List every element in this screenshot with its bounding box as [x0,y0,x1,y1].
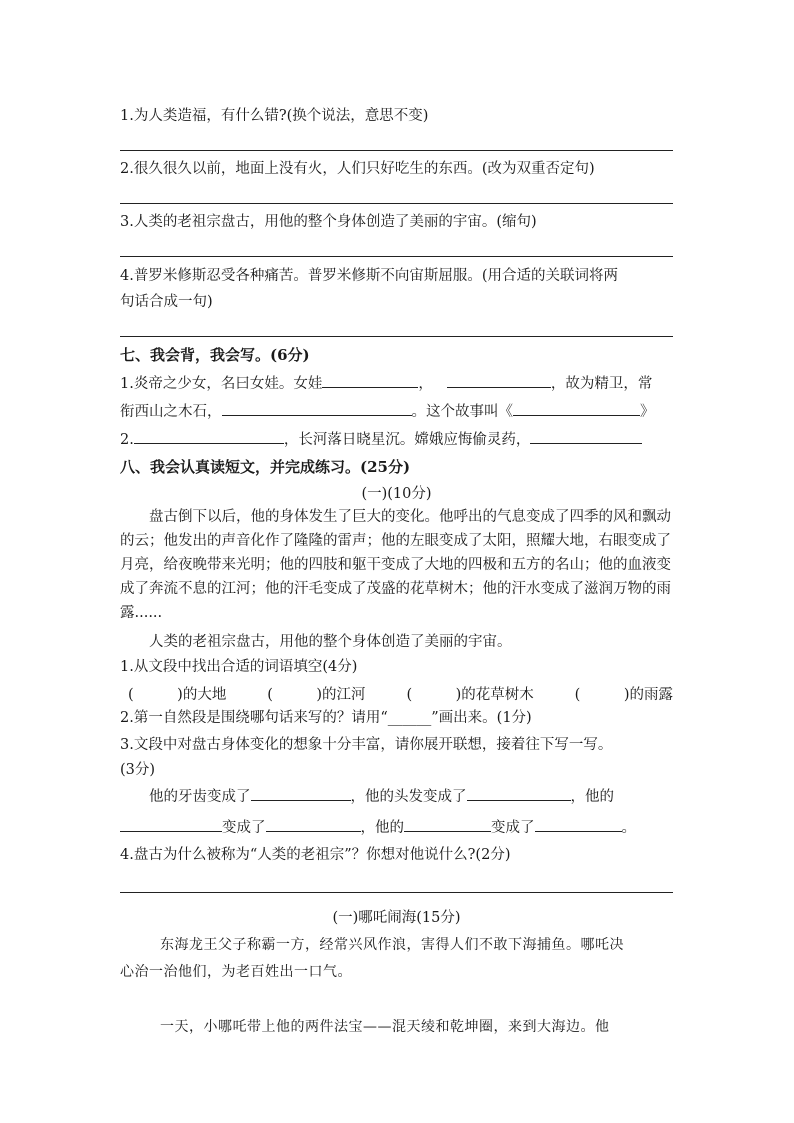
question-6-4-line1: 4.普罗米修斯忍受各种痛苦。普罗米修斯不向宙斯屈服。(用合适的关联词将两 [120,268,618,284]
fill-blank[interactable] [266,816,361,832]
fill-blank[interactable] [222,400,412,416]
passage-1-title: (一)(10分) [361,486,432,502]
fill-blank[interactable] [120,816,222,832]
answer-line [120,892,673,893]
section-7-title: 七、我会背，我会写。(6分) [120,346,310,364]
recite-line-1 [120,372,673,394]
recite-text: 。这个故事叫《 [411,404,513,420]
question-8-1: 1.从文段中找出合适的词语填空(4分) [120,659,358,675]
word-fill-item[interactable]: ( )的大地 [128,687,227,703]
answer-line [120,150,673,151]
answer-line [120,256,673,257]
answer-line [120,203,673,204]
question-6-3: 3.人类的老祖宗盘古，用他的整个身体创造了美丽的宇宙。(缩句) [120,214,537,230]
imagine-text: 变成了 [222,820,266,836]
question-8-4: 4.盘古为什么被称为“人类的老祖宗”？你想对他说什么?(2分) [120,847,511,863]
recite-text: 1.炎帝之少女，名曰女娃。女娃 [120,376,323,392]
passage-2-line-3: 一天，小哪吒带上他的两件法宝——混天绫和乾坤圈，来到大海边。他 [160,1019,610,1035]
imagine-text: 。 [621,820,636,836]
fill-blank[interactable] [404,816,491,832]
fill-blank[interactable] [447,372,551,388]
passage-2-line-1: 东海龙王父子称霸一方，经常兴风作浪，害得人们不敢下海捕鱼。哪吒决 [160,937,624,953]
word-fill-item[interactable]: ( )的花草树木 [406,687,534,703]
passage-2-title: (一)哪吒闹海(15分) [332,910,461,926]
imagine-line-1 [149,785,673,807]
passage-1-paragraph-1 [120,505,673,625]
passage-text: 盘古倒下以后，他的身体发生了巨大的变化。他呼出的气息变成了四季的风和飘动的云；他发出的声音化作了隆隆的雷声；他的左眼变成了太阳，照耀大地，右眼变成了月亮，给夜晚带来光明；他的四肢和躯干变成了大地的四极和五方的名山；他的血液变成了奔流不息的江河；他的汗毛变成了茂盛的花草树木；他的汗水变成了滋润万物的雨露...... [120,509,671,621]
section-8-title: 八、我会认真读短文，并完成练习。(25分) [120,458,411,476]
imagine-line-2 [120,816,673,838]
word-fill-item[interactable]: ( )的雨露 [574,687,673,703]
word-fill-item[interactable]: ( )的江河 [267,687,366,703]
fill-blank[interactable] [530,428,642,444]
recite-text: ，故为精卫，常 [550,376,653,392]
question-6-2: 2.很久很久以前，地面上没有火，人们只好吃生的东西。(改为双重否定句) [120,161,595,177]
imagine-text: ，他的 [360,820,404,836]
recite-line-3 [120,428,673,450]
question-8-3-line2: (3分) [120,762,156,778]
word-fill-row [128,683,673,704]
question-8-2: 2.第一自然段是围绕哪句话来写的？请用“______”画出来。(1分) [120,710,532,726]
imagine-text: 变成了 [491,820,535,836]
answer-line [120,336,673,337]
question-6-1: 1.为人类造福，有什么错?(换个说法，意思不变) [120,108,429,124]
passage-2-line-2: 心治一治他们，为老百姓出一口气。 [120,964,352,980]
question-6-4-line2: 句话合成一句) [120,294,213,310]
fill-blank[interactable] [535,816,622,832]
question-8-3-line1: 3.文段中对盘古身体变化的想象十分丰富，请你展开联想，接着往下写一写。 [120,737,613,753]
passage-1-paragraph-2 [120,630,673,654]
recite-text: 衔西山之木石， [120,404,222,420]
recite-text: 2. [120,432,134,448]
fill-blank[interactable] [251,785,351,801]
recite-text: ， [418,376,433,392]
imagine-text: ，他的 [570,789,614,805]
recite-text: 》 [640,404,655,420]
recite-text: ，长河落日晓星沉。嫦娥应悔偷灵药， [283,432,531,448]
fill-blank[interactable] [134,428,284,444]
fill-blank[interactable] [467,785,571,801]
recite-line-2 [120,400,673,422]
passage-text: 人类的老祖宗盘古，用他的整个身体创造了美丽的宇宙。 [149,634,512,650]
imagine-text: 他的牙齿变成了 [149,789,251,805]
imagine-text: ，他的头发变成了 [350,789,467,805]
fill-blank[interactable] [322,372,418,388]
fill-blank[interactable] [513,400,640,416]
